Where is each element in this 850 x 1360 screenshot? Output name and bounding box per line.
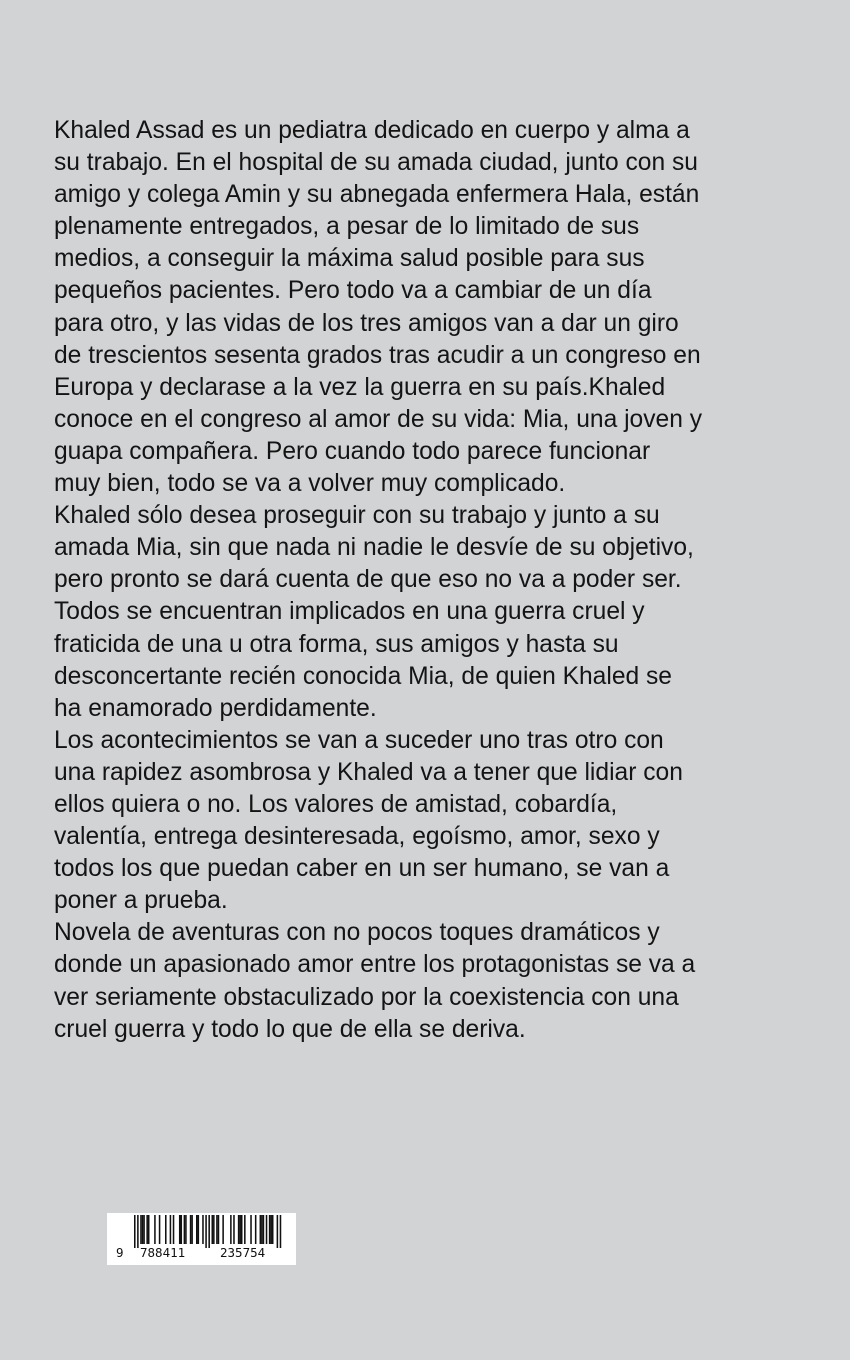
- barcode-bar: [239, 1215, 241, 1244]
- description-line: Todos se encuentran implicados en una guerra cruel y: [54, 598, 645, 626]
- description-line: Khaled Assad es un pediatra dedicado en cuerpo y alma a: [54, 117, 690, 144]
- barcode-bar: [270, 1215, 272, 1244]
- barcode-bar: [261, 1215, 263, 1244]
- description-line: ver seriamente obstaculizado por la coexistencia con una: [54, 983, 679, 1011]
- description-line: amigo y colega Amin y su abnegada enfermera Hala, están: [54, 181, 700, 209]
- description-line: valentía, entrega desinteresada, egoísmo, amor, sexo y: [54, 823, 660, 851]
- barcode-bar: [233, 1215, 235, 1244]
- description-line: poner a prueba.: [54, 887, 228, 915]
- barcode-bar: [142, 1215, 144, 1244]
- barcode-bar: [137, 1215, 139, 1248]
- barcode-bar: [213, 1215, 215, 1244]
- barcode-bar: [196, 1215, 198, 1244]
- barcode-bar: [148, 1215, 150, 1244]
- barcode-bar: [140, 1215, 142, 1244]
- barcode-bar: [184, 1215, 186, 1244]
- description-line: Los acontecimientos se van a suceder uno tras otro con: [54, 726, 664, 754]
- isbn-right-group: 235754: [220, 1245, 266, 1260]
- barcode-bar: [181, 1215, 183, 1244]
- description-line: ha enamorado perdidamente.: [54, 694, 377, 722]
- isbn-left-group: 788411: [140, 1245, 186, 1260]
- description-line: conoce en el congreso al amor de su vida: Mia, una joven y: [54, 405, 703, 433]
- barcode-bar: [205, 1215, 207, 1248]
- barcode-bar: [185, 1215, 187, 1244]
- description-line: medios, a conseguir la máxima salud posible para sus: [54, 245, 645, 273]
- barcode-bar: [241, 1215, 243, 1244]
- back-cover-description: [54, 115, 744, 1046]
- description-line: una rapidez asombrosa y Khaled va a tener que lidiar con: [54, 758, 683, 786]
- barcode-bar: [208, 1215, 210, 1248]
- barcode-bar: [191, 1215, 193, 1244]
- barcode-bar: [190, 1215, 192, 1244]
- barcode-bar: [250, 1215, 252, 1244]
- barcode-bar: [230, 1215, 232, 1244]
- barcode-bar: [269, 1215, 271, 1244]
- description-line: su trabajo. En el hospital de su amada ciudad, junto con su: [54, 149, 698, 177]
- barcode-bar: [222, 1215, 224, 1244]
- barcode-bar: [146, 1215, 148, 1244]
- barcode-bar: [263, 1215, 265, 1244]
- barcode-bar: [277, 1215, 279, 1248]
- barcode-bar: [266, 1215, 268, 1244]
- barcode-bar: [244, 1215, 246, 1244]
- description-line: pero pronto se dará cuenta de que eso no va a poder ser.: [54, 566, 682, 594]
- barcode-bar: [165, 1215, 167, 1244]
- isbn-barcode: [107, 1213, 296, 1265]
- description-line: fraticida de una u otra forma, sus amigos y hasta su: [54, 630, 619, 658]
- description-line: Europa y declarase a la vez la guerra en su país.Khaled: [54, 373, 666, 401]
- barcode-bar: [170, 1215, 172, 1244]
- isbn-lead-digit: 9: [116, 1245, 124, 1260]
- barcode-bar: [159, 1215, 161, 1244]
- barcode-bar: [173, 1215, 175, 1244]
- barcode-bar: [202, 1215, 204, 1244]
- description-line: plenamente entregados, a pesar de lo limitado de sus: [54, 213, 640, 241]
- barcode-bar: [216, 1215, 218, 1244]
- barcode-bar: [179, 1215, 181, 1244]
- description-line: ellos quiera o no. Los valores de amistad, cobardía,: [54, 790, 618, 818]
- barcode-bar: [218, 1215, 220, 1244]
- barcode-bar: [198, 1215, 200, 1244]
- barcode-bar: [255, 1215, 257, 1244]
- barcode-bar: [154, 1215, 156, 1244]
- barcode-bar: [143, 1215, 145, 1244]
- description-line: de trescientos sesenta grados tras acudir a un congreso en: [54, 341, 701, 369]
- description-line: todos los que puedan caber en un ser humano, se van a: [54, 855, 670, 883]
- barcode-bar: [134, 1215, 136, 1248]
- barcode-bar: [272, 1215, 274, 1244]
- description-line: Novela de aventuras con no pocos toques dramáticos y: [54, 919, 660, 947]
- barcode-bar: [280, 1215, 282, 1248]
- description-line: donde un apasionado amor entre los protagonistas se va a: [54, 951, 696, 979]
- description-line: pequeños pacientes. Pero todo va a cambiar de un día: [54, 277, 652, 305]
- description-line: muy bien, todo se va a volver muy complicado.: [54, 470, 566, 498]
- barcode-bars: [107, 1213, 296, 1265]
- description-line: Khaled sólo desea proseguir con su trabajo y junto a su: [54, 502, 660, 530]
- description-line: amada Mia, sin que nada ni nadie le desvíe de su objetivo,: [54, 534, 694, 562]
- barcode-bar: [260, 1215, 262, 1244]
- barcode-bar: [212, 1215, 214, 1244]
- description-line: para otro, y las vidas de los tres amigos van a dar un giro: [54, 309, 679, 337]
- barcode-bar: [238, 1215, 240, 1244]
- description-line: cruel guerra y todo lo que de ella se deriva.: [54, 1015, 526, 1043]
- description-line: guapa compañera. Pero cuando todo parece funcionar: [54, 437, 651, 465]
- description-line: desconcertante recién conocida Mia, de quien Khaled se: [54, 662, 672, 690]
